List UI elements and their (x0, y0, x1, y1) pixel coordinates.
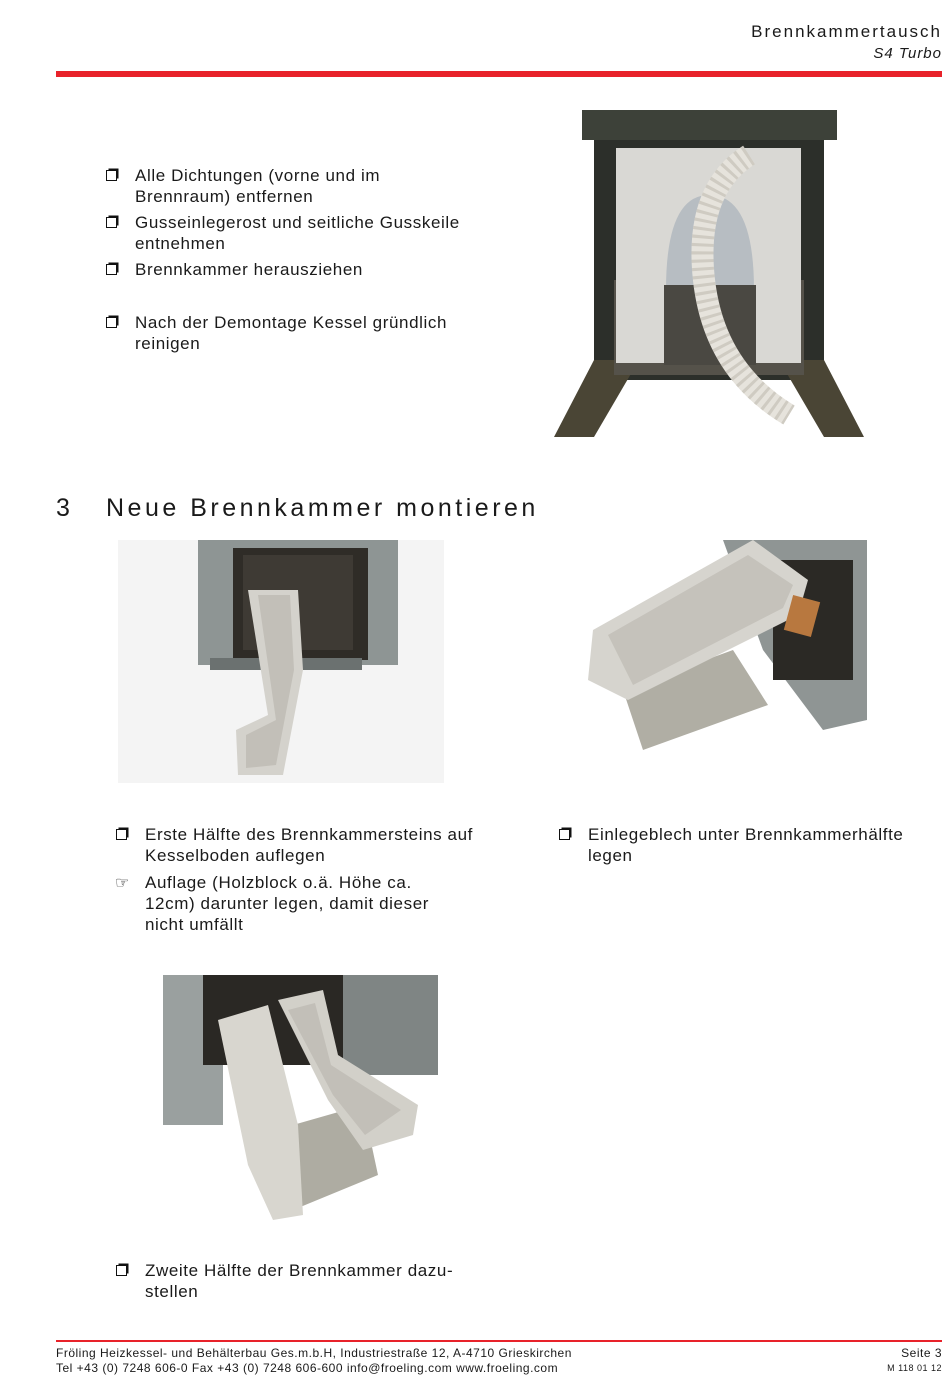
list-item: ☞ Auflage (Holzblock o.ä. Höhe ca. 12cm) darunter legen, damit dieser nicht umfällt (115, 873, 430, 934)
photo-first-half (118, 540, 444, 783)
hand-pointer-icon: ☞ (115, 875, 130, 892)
page-number: Seite 3 (901, 1346, 942, 1360)
document-subtitle: S4 Turbo (873, 45, 942, 62)
checkbox-bullet-icon (106, 317, 117, 328)
list-item: Erste Hälfte des Brennkammersteins auf Kesselboden auflegen (145, 824, 475, 866)
checkbox-bullet-icon (116, 1265, 127, 1276)
list-item: Zweite Hälfte der Brennkammer dazu-stellen (145, 1260, 485, 1302)
header-divider (56, 71, 942, 77)
document-code: M 118 01 12 (887, 1363, 942, 1373)
photo-chamber-removal (554, 110, 864, 437)
photo-second-half (163, 975, 438, 1221)
checkbox-bullet-icon (106, 217, 117, 228)
footer-divider (56, 1340, 942, 1342)
list-item: Brennkammer herausziehen (135, 259, 495, 280)
checkbox-bullet-icon (116, 829, 127, 840)
list-item: Gusseinlegerost und seitliche Gusskeile entnehmen (135, 212, 495, 254)
footer-company: Fröling Heizkessel- und Behälterbau Ges.m.b.H, Industriestraße 12, A-4710 Grieskirchen (56, 1346, 572, 1360)
list-item: Einlegeblech unter Brennkammerhälfte legen (588, 824, 938, 866)
checkbox-bullet-icon (106, 264, 117, 275)
section-heading (56, 494, 539, 523)
checkbox-bullet-icon (559, 829, 570, 840)
list-item: Alle Dichtungen (vorne und im Brennraum) entfernen (135, 165, 475, 207)
photo-insert-sheet (583, 540, 867, 756)
section-number: 3 (56, 494, 74, 522)
document-title: Brennkammertausch (751, 22, 942, 41)
checkbox-bullet-icon (106, 170, 117, 181)
section-title: Neue Brennkammer montieren (106, 494, 539, 522)
list-item: Nach der Demontage Kessel gründlich reinigen (135, 312, 495, 354)
footer-contact: Tel +43 (0) 7248 606-0 Fax +43 (0) 7248 606-600 info@froeling.com www.froeling.com (56, 1361, 559, 1375)
